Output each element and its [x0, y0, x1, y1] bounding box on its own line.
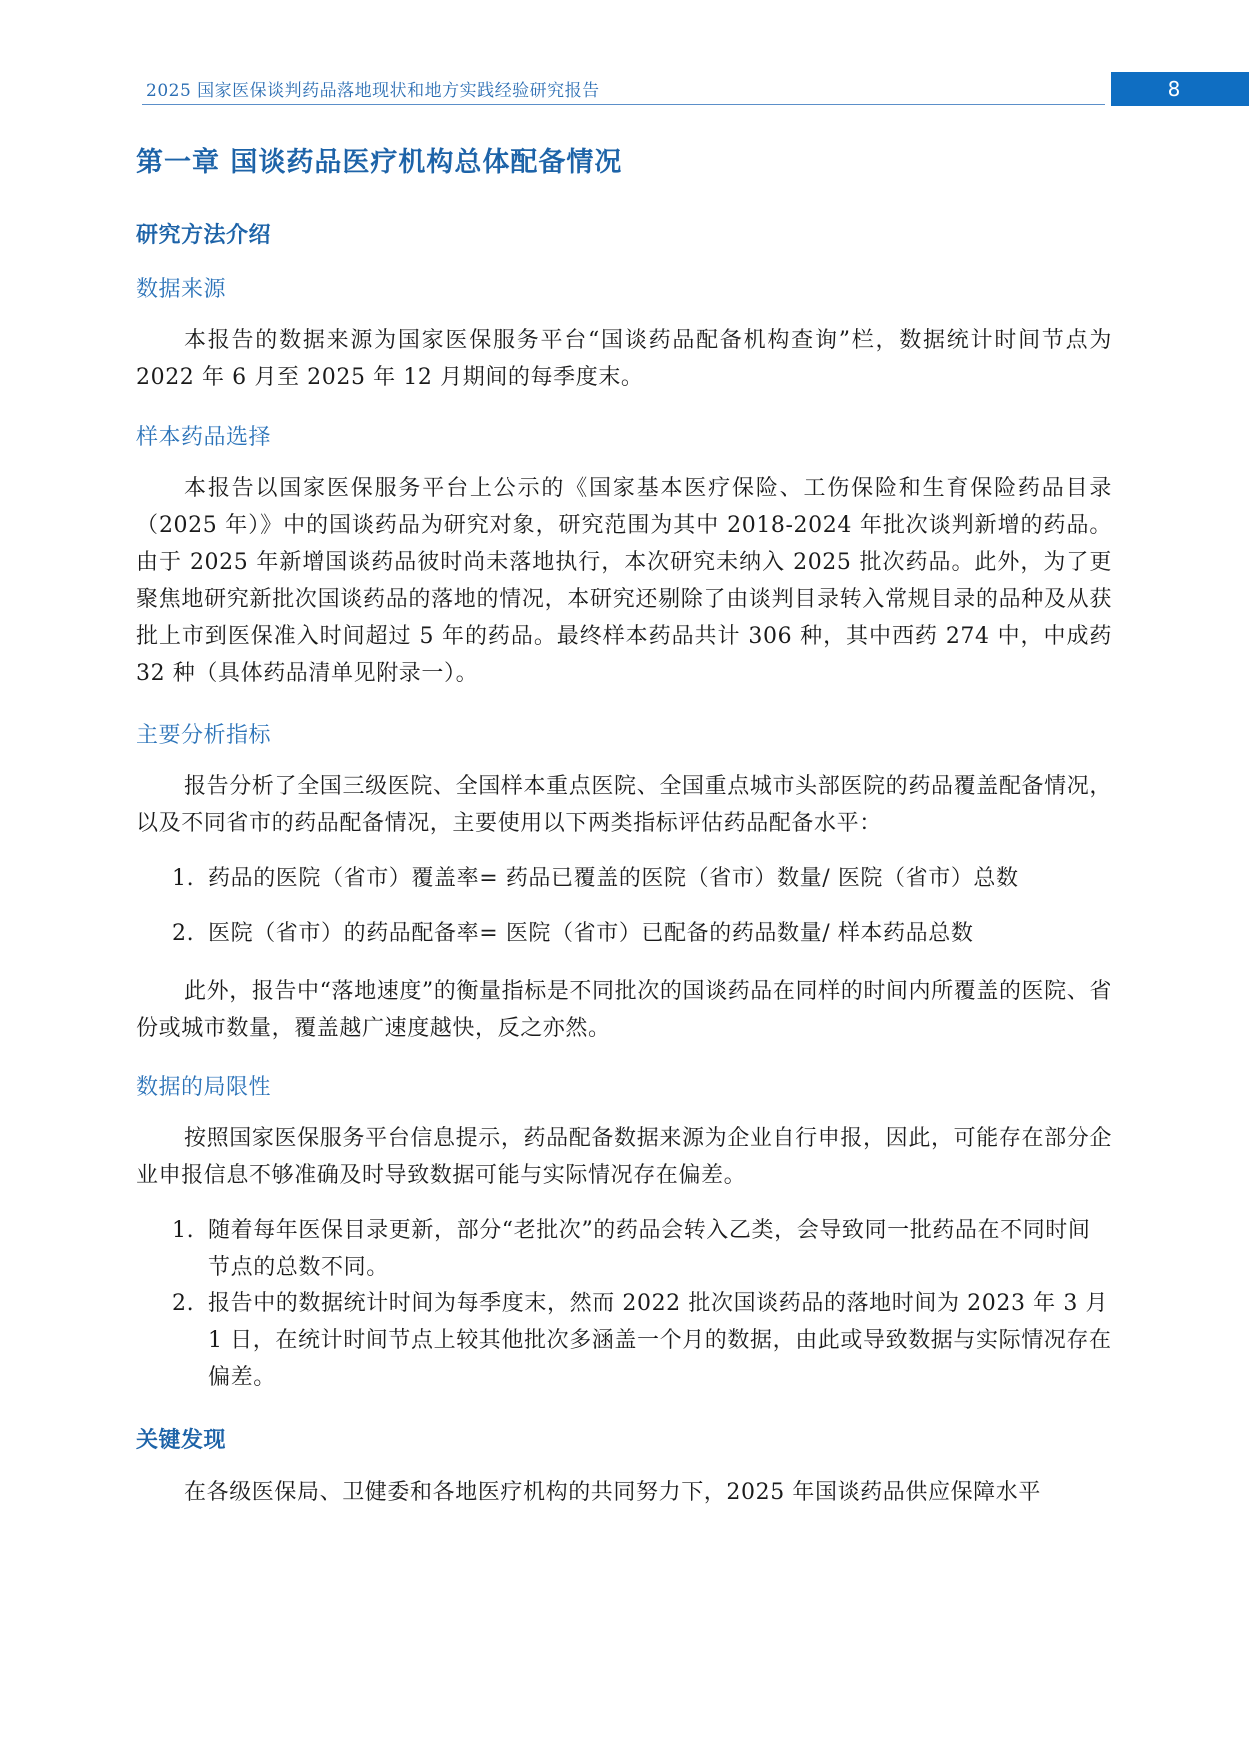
subheading-data-source: 数据来源: [136, 277, 227, 302]
list-item: [172, 1285, 1112, 1396]
paragraph-data-source: 本报告的数据来源为国家医保服务平台“国谈药品配备机构查询”栏，数据统计时间节点为 2022 年 6 月至 2025 年 12 月期间的每季度末。: [136, 328, 1112, 390]
section-heading-key-findings: 关键发现: [136, 1427, 227, 1453]
chapter-title: 第一章 国谈药品医疗机构总体配备情况: [136, 147, 623, 178]
page-number-badge: 8: [1111, 72, 1249, 106]
section-heading-methods: 研究方法介绍: [136, 222, 272, 248]
paragraph-indicators-intro: 报告分析了全国三级医院、全国样本重点医院、全国重点城市头部医院的药品覆盖配备情况，以及不同省市的药品配备情况，主要使用以下两类指标评估药品配备水平：: [136, 774, 1112, 836]
paragraph-indicators-outro: 此外，报告中“落地速度”的衡量指标是不同批次的国谈药品在同样的时间内所覆盖的医院、省份或城市数量，覆盖越广速度越快，反之亦然。: [136, 979, 1112, 1041]
list-item-text: 随着每年医保目录更新，部分“老批次”的药品会转入乙类，会导致同一批药品在不同时间节点的总数不同。: [208, 1218, 1091, 1280]
list-item-number: 2.: [172, 921, 195, 946]
list-item-text: 医院（省市）的药品配备率= 医院（省市）已配备的药品数量/ 样本药品总数: [208, 921, 974, 946]
subheading-limitations: 数据的局限性: [136, 1075, 272, 1100]
list-item-number: 2.: [172, 1291, 195, 1316]
subheading-indicators: 主要分析指标: [136, 723, 272, 748]
list-item: [172, 1212, 1112, 1286]
list-item-text: 药品的医院（省市）覆盖率= 药品已覆盖的医院（省市）数量/ 医院（省市）总数: [208, 866, 1019, 891]
running-header-title: 2025 国家医保谈判药品落地现状和地方实践经验研究报告: [146, 81, 600, 101]
list-item-number: 1.: [172, 866, 195, 891]
list-item-number: 1.: [172, 1218, 195, 1243]
subheading-sample: 样本药品选择: [136, 425, 272, 450]
paragraph-limitations-intro: 按照国家医保服务平台信息提示，药品配备数据来源为企业自行申报，因此，可能存在部分企业申报信息不够准确及时导致数据可能与实际情况存在偏差。: [136, 1126, 1112, 1188]
paragraph-sample: 本报告以国家医保服务平台上公示的《国家基本医疗保险、工伤保险和生育保险药品目录（2025 年）》中的国谈药品为研究对象，研究范围为其中 2018-2024 年批次谈判新增的药品。由于 2025 年新增国谈药品彼时尚未落地执行，本次研究未纳入 2025 批次药品。此外，为了更聚焦地研究新批次国谈药品的落地的情况，本研究还剔除了由谈判目录转入常规目录的品种及从获批上市到医保准入时间超过 5 年的药品。最终样本药品共计 306 种，其中西药 274 中，中成药 32 种（具体药品清单见附录一）。: [136, 476, 1112, 686]
header-divider: [142, 104, 1105, 105]
list-item: [172, 915, 1112, 952]
list-item: [172, 860, 1112, 897]
paragraph-key-findings: 在各级医保局、卫健委和各地医疗机构的共同努力下，2025 年国谈药品供应保障水平: [184, 1480, 1041, 1505]
list-item-text: 报告中的数据统计时间为每季度末，然而 2022 批次国谈药品的落地时间为 2023 年 3 月 1 日，在统计时间节点上较其他批次多涵盖一个月的数据，由此或导致数据与实际情况存在偏差。: [208, 1291, 1112, 1390]
